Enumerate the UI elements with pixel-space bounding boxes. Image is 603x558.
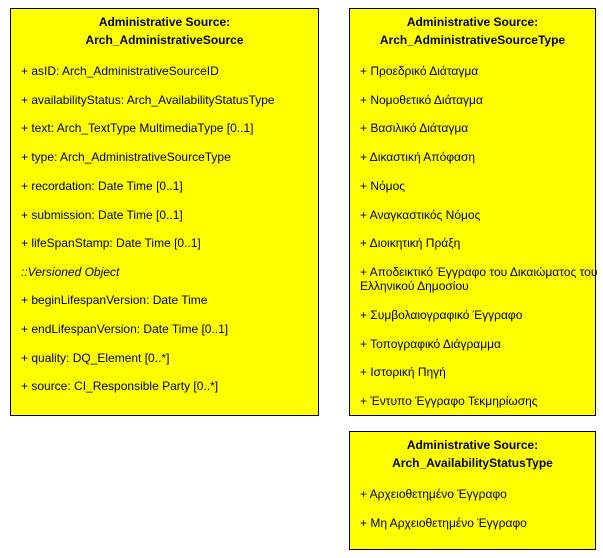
enum-value: + Μη Αρχειοθετημένο Έγγραφο	[360, 516, 527, 530]
class-header	[350, 9, 595, 49]
class-stereotype: Administrative Source:	[98, 15, 231, 29]
class-name: Arch_AvailabilityStatusType	[392, 456, 553, 470]
class-attribute: + quality: DQ_Element [0..*]	[21, 351, 170, 365]
class-attribute: + beginLifespanVersion: Date Time	[21, 293, 208, 307]
enum-value: + Αρχειοθετημένο Έγγραφο	[360, 487, 507, 501]
enum-value: + Τοπογραφικό Διάγραμμα	[360, 337, 501, 351]
class-attribute: + recordation: Date Time [0..1]	[21, 179, 183, 193]
enum-value: + Αναγκαστικός Νόμος	[360, 208, 481, 222]
enum-value: + Έντυπο Έγγραφο Τεκμηρίωσης	[360, 394, 538, 408]
class-box-administrative-source-type	[349, 8, 596, 416]
enum-value: + Νόμος	[360, 179, 406, 193]
class-attribute: + text: Arch_TextType MultimediaType [0..1]	[21, 121, 254, 135]
enum-value: + Προεδρικό Διάταγμα	[360, 64, 479, 78]
enum-value: + Διοικητική Πράξη	[360, 236, 461, 250]
class-attribute: + submission: Date Time [0..1]	[21, 208, 183, 222]
class-header	[11, 9, 318, 49]
class-name: Arch_AdministrativeSourceType	[379, 33, 566, 47]
enum-value: + Ιστορική Πηγή	[360, 365, 446, 379]
enum-value: + Αποδεικτικό Έγγραφο του Δικαιώματος του Ελληνικού Δημοσίου	[360, 265, 598, 293]
class-stereotype: Administrative Source:	[406, 15, 539, 29]
enum-value: + Συμβολαιογραφικό Έγγραφο	[360, 308, 523, 322]
class-attribute: + type: Arch_AdministrativeSourceType	[21, 150, 231, 164]
class-attribute: + asID: Arch_AdministrativeSourceID	[21, 64, 219, 78]
class-stereotype: Administrative Source:	[406, 438, 539, 452]
class-attribute: + endLifespanVersion: Date Time [0..1]	[21, 322, 229, 336]
class-attribute: + lifeSpanStamp: Date Time [0..1]	[21, 236, 201, 250]
class-box-availability-status-type	[349, 431, 596, 550]
class-box-administrative-source	[10, 8, 319, 416]
class-attribute: + source: CI_Responsible Party [0..*]	[21, 379, 219, 393]
class-attribute: + availabilityStatus: Arch_AvailabilityStatusType	[21, 93, 275, 107]
section-label-versioned-object: ::Versioned Object	[21, 265, 120, 279]
class-name: Arch_AdministrativeSource	[85, 33, 244, 47]
enum-value: + Βασιλικό Διάταγμα	[360, 121, 469, 135]
enum-value: + Δικαστική Απόφαση	[360, 150, 476, 164]
class-header	[350, 432, 595, 472]
enum-value: + Νομοθετικό Διάταγμα	[360, 93, 483, 107]
